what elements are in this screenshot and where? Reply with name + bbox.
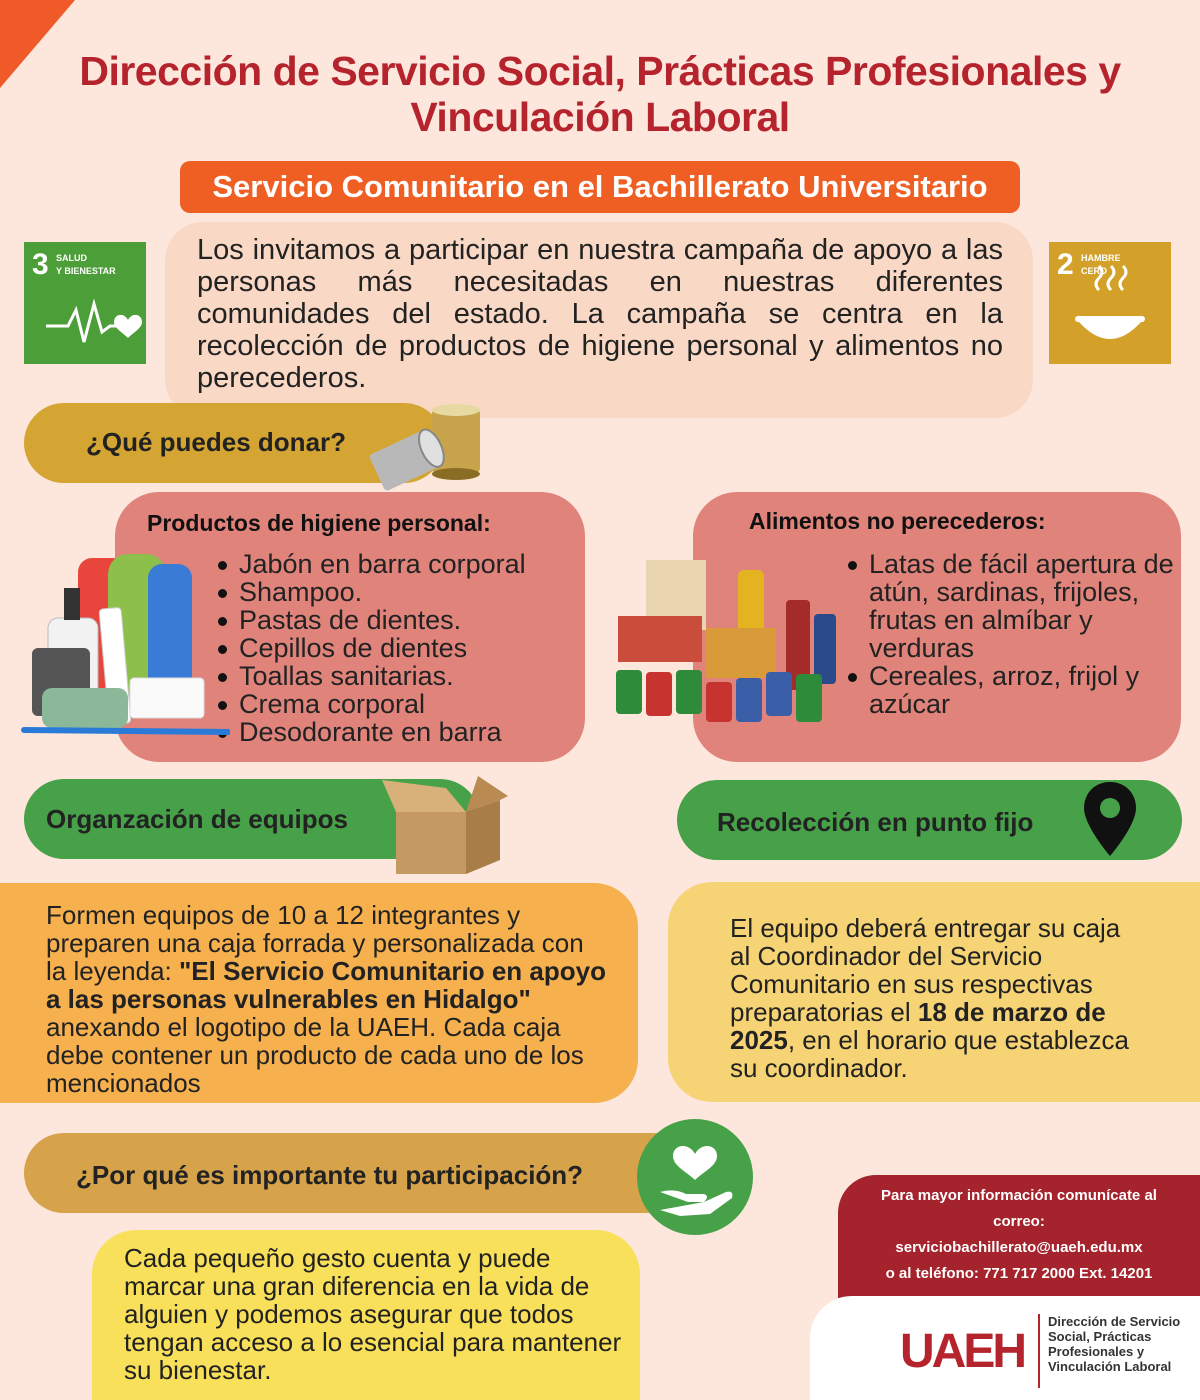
- list-item: Shampoo.: [215, 578, 526, 606]
- food-list: [845, 550, 1175, 718]
- sdg-3-label: SALUD Y BIENESTAR: [56, 253, 116, 276]
- heart-hand-icon: [636, 1118, 754, 1236]
- why-heading: ¿Por qué es importante tu participación?: [76, 1160, 584, 1190]
- list-item: Jabón en barra corporal: [215, 550, 526, 578]
- uaeh-logo: UAEH: [900, 1325, 1025, 1378]
- why-card: [92, 1230, 640, 1400]
- list-item: Pastas de dientes.: [215, 606, 526, 634]
- logo-divider: [1038, 1314, 1040, 1388]
- title-line-1: Dirección de Servicio Social, Prácticas Profesionales y: [79, 48, 1121, 94]
- list-item: Cereales, arroz, frijol y azúcar: [845, 662, 1175, 718]
- contact-phone[interactable]: o al teléfono: 771 717 2000 Ext. 14201: [885, 1265, 1153, 1282]
- cans-icon: [366, 400, 486, 495]
- donate-heading: ¿Qué puedes donar?: [86, 427, 347, 457]
- subtitle-banner: Servicio Comunitario en el Bachillerato Universitario: [180, 161, 1020, 213]
- hygiene-list: [215, 550, 526, 746]
- sdg-3-badge: [24, 242, 146, 364]
- why-heading-pill: [24, 1133, 696, 1213]
- logo-area: [810, 1296, 1200, 1400]
- title-line-2: Vinculación Laboral: [410, 94, 790, 140]
- location-pin-icon: [1080, 778, 1140, 860]
- list-item: Desodorante en barra: [215, 718, 526, 746]
- why-text: Cada pequeño gesto cuenta y puede marcar una gran diferencia en la vida de alguien y podemos asegurar que todos tengan acceso a lo esencial para mantener su bienestar.: [124, 1243, 622, 1385]
- collection-heading: Recolección en punto fijo: [717, 807, 1034, 837]
- teams-text: Formen equipos de 10 a 12 integrantes y preparen una caja forrada y personalizada con la leyenda: "El Servicio Comunitario en apoyo a las personas vulnerables en Hidalgo" anexando el logotipo de la UAEH. Cada caja debe contener un producto de cada uno de los mencionados: [46, 900, 606, 1098]
- teams-heading: Organzación de equipos: [46, 804, 348, 834]
- food-heading: Alimentos no perecederos:: [749, 508, 1046, 534]
- teams-card: [0, 883, 638, 1103]
- sdg-2-label: HAMBRE CERO: [1081, 253, 1121, 276]
- sdg-2-badge: [1049, 242, 1171, 364]
- list-item: Latas de fácil apertura de atún, sardinas, frijoles, frutas en almíbar y verduras: [845, 550, 1175, 662]
- logo-text: Dirección de Servicio Social, Prácticas Profesionales y Vinculación Laboral: [1048, 1314, 1181, 1374]
- hygiene-heading: Productos de higiene personal:: [147, 510, 491, 536]
- collection-text: El equipo deberá entregar su caja al Coordinador del Servicio Comunitario en sus respectivas preparatorias el 18 de marzo de 2025, en el horario que establezca su coordinador.: [730, 913, 1129, 1083]
- heartbeat-icon: [24, 242, 146, 364]
- contact-box: [838, 1175, 1200, 1300]
- food-products-illustration: [610, 552, 846, 728]
- list-item: Crema corporal: [215, 690, 526, 718]
- contact-line-1: Para mayor información comunícate al: [881, 1187, 1157, 1204]
- contact-email[interactable]: serviciobachillerato@uaeh.edu.mx: [895, 1239, 1143, 1256]
- contact-line-2: correo:: [993, 1213, 1045, 1230]
- sdg-3-number: 3: [32, 248, 49, 281]
- hygiene-products-illustration: [20, 548, 230, 740]
- intro-text: Los invitamos a participar en nuestra campaña de apoyo a las personas más necesitadas en nuestras diferentes comunidades del estado. La campaña se centra en la recolección de productos de higiene personal y alimentos no perecederos.: [165, 222, 1033, 418]
- box-icon: [374, 772, 514, 878]
- collection-card: [668, 882, 1200, 1102]
- sdg-2-number: 2: [1057, 248, 1074, 281]
- list-item: Cepillos de dientes: [215, 634, 526, 662]
- bowl-icon: [1049, 242, 1171, 364]
- list-item: Toallas sanitarias.: [215, 662, 526, 690]
- page-title: [0, 48, 1200, 140]
